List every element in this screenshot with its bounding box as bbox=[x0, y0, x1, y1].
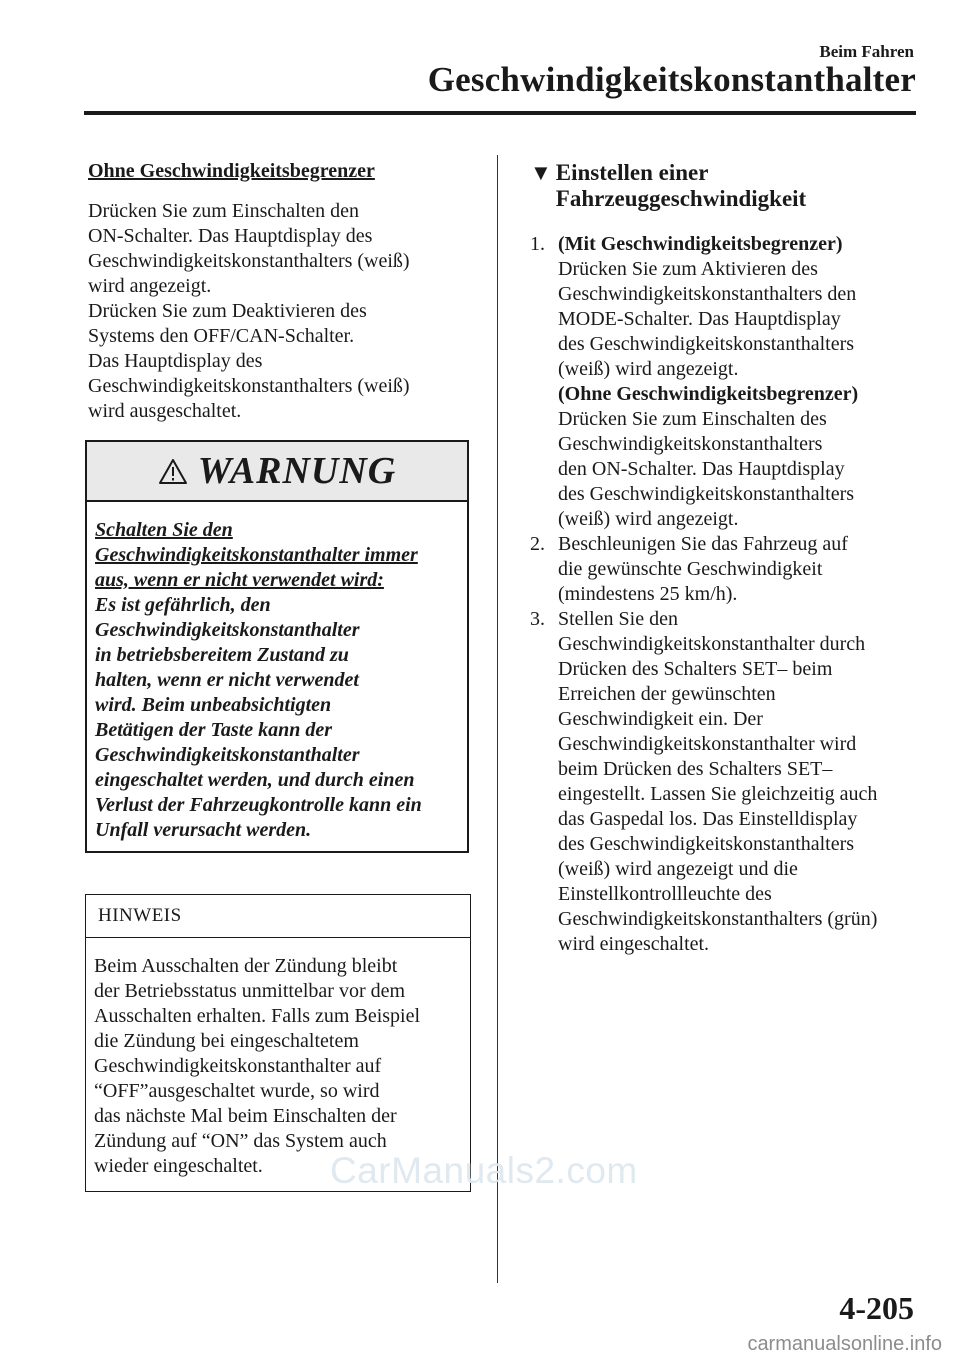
note-body bbox=[86, 938, 470, 1179]
step-text-line: Drücken Sie zum Einschalten des bbox=[558, 408, 827, 430]
note-text-line: der Betriebsstatus unmittelbar vor dem bbox=[94, 980, 406, 1002]
section-title-line: Einstellen einer bbox=[555, 160, 709, 185]
warning-lead-line: aus, wenn er nicht verwendet wird: bbox=[95, 569, 384, 591]
step-text-line: eingestellt. Lassen Sie gleichzeitig auch bbox=[558, 783, 878, 805]
note-text-line: das nächste Mal beim Einschalten der bbox=[94, 1105, 397, 1127]
right-column bbox=[530, 160, 920, 957]
step-text-line: des Geschwindigkeitskonstanthalters bbox=[558, 833, 855, 855]
text-line: wird angezeigt. bbox=[88, 275, 212, 297]
step-condition: (Ohne Geschwindigkeitsbegrenzer) bbox=[558, 383, 859, 405]
text-line: Drücken Sie zum Einschalten den bbox=[88, 200, 360, 222]
step-text-line: (weiß) wird angezeigt und die bbox=[558, 858, 798, 880]
step-item bbox=[530, 607, 920, 957]
page-title: Geschwindigkeitskonstanthalter bbox=[427, 60, 916, 99]
section-title bbox=[556, 160, 806, 212]
step-text-line: Einstellkontrollleuchte des bbox=[558, 883, 772, 905]
text-line: Systems den OFF/CAN-Schalter. bbox=[88, 325, 355, 347]
steps-list bbox=[530, 232, 920, 957]
left-column bbox=[88, 160, 473, 424]
step-text-line: beim Drücken des Schalters SET– bbox=[558, 758, 833, 780]
step-text-line: Erreichen der gewünschten bbox=[558, 683, 776, 705]
step-text-line: (mindestens 25 km/h). bbox=[558, 583, 738, 605]
step-text-line: den ON-Schalter. Das Hauptdisplay bbox=[558, 458, 845, 480]
note-text-line: Ausschalten erhalten. Falls zum Beispiel bbox=[94, 1005, 421, 1027]
step-item bbox=[530, 532, 920, 607]
warning-text-line: wird. Beim unbeabsichtigten bbox=[95, 694, 332, 716]
step-text-line: (weiß) wird angezeigt. bbox=[558, 508, 739, 530]
step-text-line: Geschwindigkeitskonstanthalters (grün) bbox=[558, 908, 878, 930]
step-text-line: Geschwindigkeitskonstanthalters den bbox=[558, 283, 857, 305]
step-number: 1. bbox=[530, 233, 545, 255]
warning-triangle-icon bbox=[158, 458, 188, 485]
warning-body bbox=[87, 502, 467, 843]
note-text-line: Beim Ausschalten der Zündung bleibt bbox=[94, 955, 398, 977]
step-text-line: Geschwindigkeitskonstanthalter wird bbox=[558, 733, 857, 755]
warning-text-line: Es ist gefährlich, den bbox=[95, 594, 271, 616]
warning-text-line: Unfall verursacht werden. bbox=[95, 819, 312, 841]
section-heading bbox=[530, 160, 920, 212]
step-text-line: wird eingeschaltet. bbox=[558, 933, 710, 955]
warning-lead-line: Geschwindigkeitskonstanthalter immer bbox=[95, 544, 418, 566]
note-text-line: die Zündung bei eingeschaltetem bbox=[94, 1030, 359, 1052]
note-text-line: “OFF”ausgeschaltet wurde, so wird bbox=[94, 1080, 380, 1102]
step-text-line: das Gaspedal los. Das Einstelldisplay bbox=[558, 808, 858, 830]
text-line: Das Hauptdisplay des bbox=[88, 350, 263, 372]
step-text-line: Stellen Sie den bbox=[558, 608, 678, 630]
column-divider bbox=[497, 155, 498, 1283]
warning-box bbox=[85, 440, 469, 853]
header-rule bbox=[84, 111, 916, 115]
step-body bbox=[558, 532, 920, 607]
footer-url: carmanualsonline.info bbox=[747, 1333, 942, 1355]
note-text-line: wieder eingeschaltet. bbox=[94, 1155, 263, 1177]
step-text-line: die gewünschte Geschwindigkeit bbox=[558, 558, 823, 580]
warning-title: WARNUNG bbox=[197, 450, 397, 492]
warning-lead-line: Schalten Sie den bbox=[95, 519, 233, 541]
header-section-label: Beim Fahren bbox=[819, 42, 914, 61]
triangle-marker-icon: ▼ bbox=[530, 160, 552, 185]
warning-text-line: Verlust der Fahrzeugkontrolle kann ein bbox=[95, 794, 422, 816]
step-text-line: Geschwindigkeitskonstanthalters bbox=[558, 433, 823, 455]
step-body bbox=[558, 607, 920, 957]
watermark: CarManuals2.com bbox=[330, 1150, 638, 1191]
note-box bbox=[85, 894, 471, 1192]
note-text-line: Geschwindigkeitskonstanthalter auf bbox=[94, 1055, 382, 1077]
text-line: Drücken Sie zum Deaktivieren des bbox=[88, 300, 367, 322]
note-text-line: Zündung auf “ON” das System auch bbox=[94, 1130, 387, 1152]
step-text-line: Geschwindigkeit ein. Der bbox=[558, 708, 763, 730]
step-text-line: des Geschwindigkeitskonstanthalters bbox=[558, 483, 855, 505]
step-text-line: Drücken des Schalters SET– beim bbox=[558, 658, 833, 680]
warning-header bbox=[87, 442, 467, 502]
note-title: HINWEIS bbox=[86, 895, 470, 938]
warning-text-line: Geschwindigkeitskonstanthalter bbox=[95, 619, 360, 641]
step-text-line: Drücken Sie zum Aktivieren des bbox=[558, 258, 818, 280]
text-line: Geschwindigkeitskonstanthalters (weiß) bbox=[88, 250, 410, 272]
text-line: wird ausgeschaltet. bbox=[88, 400, 242, 422]
step-item bbox=[530, 232, 920, 532]
step-text-line: des Geschwindigkeitskonstanthalters bbox=[558, 333, 855, 355]
warning-text-line: Betätigen der Taste kann der bbox=[95, 719, 333, 741]
subheading: Ohne Geschwindigkeitsbegrenzer bbox=[88, 160, 375, 182]
step-number: 3. bbox=[530, 608, 545, 630]
warning-text-line: eingeschaltet werden, und durch einen bbox=[95, 769, 415, 791]
step-text-line: (weiß) wird angezeigt. bbox=[558, 358, 739, 380]
page-number: 4-205 bbox=[839, 1290, 914, 1326]
text-line: ON-Schalter. Das Hauptdisplay des bbox=[88, 225, 373, 247]
step-condition: (Mit Geschwindigkeitsbegrenzer) bbox=[558, 233, 843, 255]
warning-text-line: Geschwindigkeitskonstanthalter bbox=[95, 744, 360, 766]
step-text-line: Beschleunigen Sie das Fahrzeug auf bbox=[558, 533, 848, 555]
warning-text-line: halten, wenn er nicht verwendet bbox=[95, 669, 359, 691]
step-number: 2. bbox=[530, 533, 545, 555]
step-text-line: MODE-Schalter. Das Hauptdisplay bbox=[558, 308, 841, 330]
intro-paragraph bbox=[88, 199, 473, 424]
text-line: Geschwindigkeitskonstanthalters (weiß) bbox=[88, 375, 410, 397]
section-title-line: Fahrzeuggeschwindigkeit bbox=[555, 186, 807, 211]
warning-text-line: in betriebsbereitem Zustand zu bbox=[95, 644, 349, 666]
step-text-line: Geschwindigkeitskonstanthalter durch bbox=[558, 633, 866, 655]
step-body bbox=[558, 232, 920, 532]
